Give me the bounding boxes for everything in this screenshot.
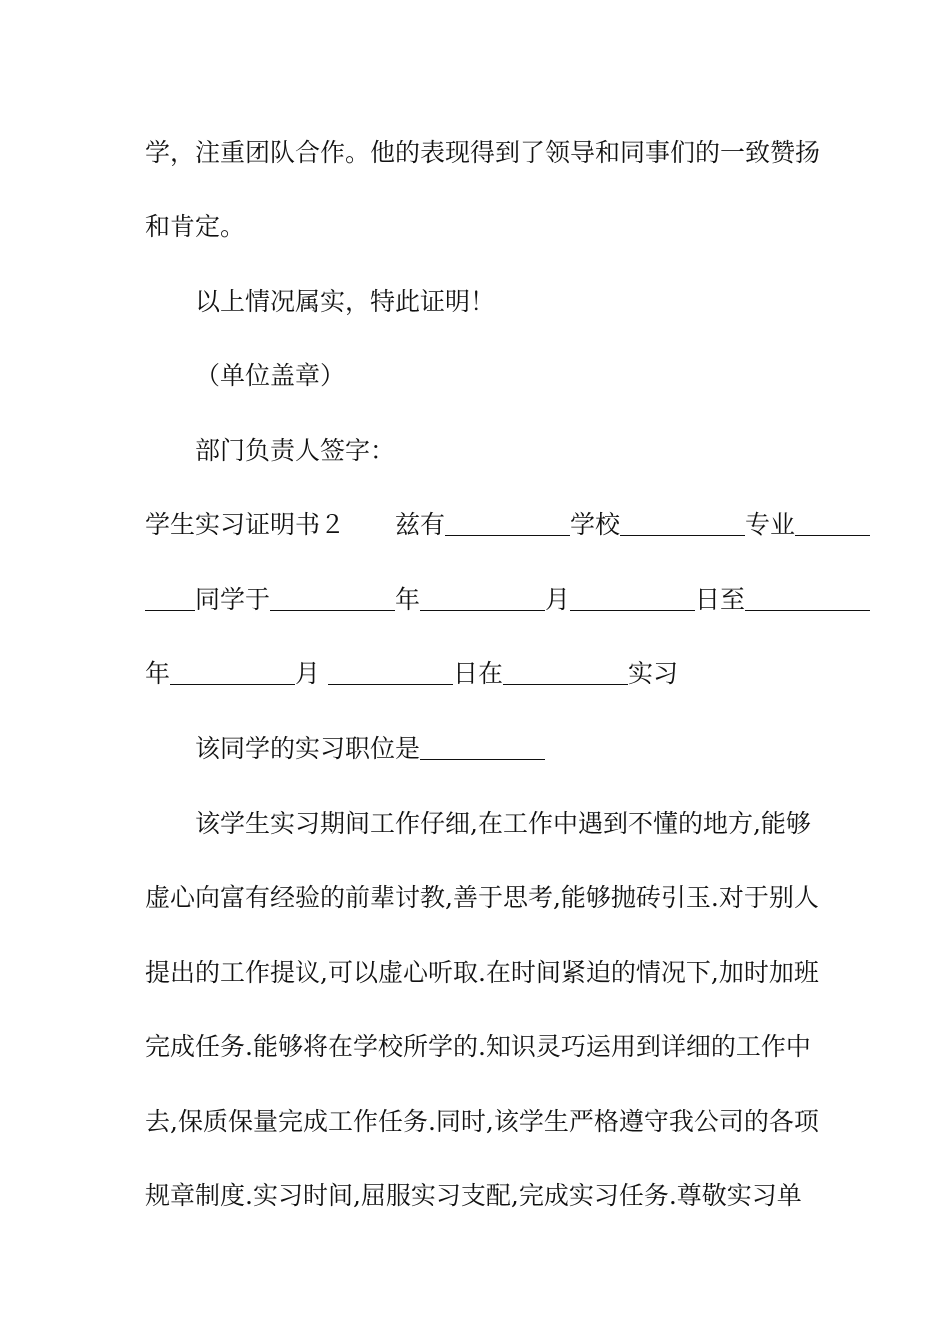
body-text-line: 去,保质保量完成工作任务.同时,该学生严格遵守我公司的各项 (145, 1107, 819, 1136)
body-text-line: 完成任务.能够将在学校所学的.知识灵巧运用到详细的工作中 (145, 1032, 811, 1061)
certification-statement: 以上情况属实，特此证明！ (195, 287, 496, 316)
body-text-line: 年＿＿＿＿＿月 ＿＿＿＿＿日在＿＿＿＿＿实习 (145, 659, 678, 688)
body-text-line: ＿＿同学于＿＿＿＿＿年＿＿＿＿＿月＿＿＿＿＿日至＿＿＿＿＿ (145, 585, 871, 614)
body-text-line: 和肯定。 (145, 212, 246, 241)
body-text-line: 学，注重团队合作。他的表现得到了领导和同事们的一致赞扬 (145, 138, 821, 167)
certificate-heading-line: 学生实习证明书２ 兹有＿＿＿＿＿学校＿＿＿＿＿专业＿＿＿ (145, 510, 871, 539)
position-line: 该同学的实习职位是＿＿＿＿＿ (195, 734, 546, 763)
body-text-line: 规章制度.实习时间,屈服实习支配,完成实习任务.尊敬实习单 (145, 1181, 802, 1210)
body-text-line: 虚心向富有经验的前辈讨教,善于思考,能够抛砖引玉.对于别人 (145, 883, 819, 912)
body-text-line: 提出的工作提议,可以虚心听取.在时间紧迫的情况下,加时加班 (145, 958, 819, 987)
body-text-line: 该学生实习期间工作仔细,在工作中遇到不懂的地方,能够 (195, 809, 811, 838)
signature-label: 部门负责人签字： (195, 436, 396, 465)
company-seal-label: （单位盖章） (195, 361, 346, 390)
